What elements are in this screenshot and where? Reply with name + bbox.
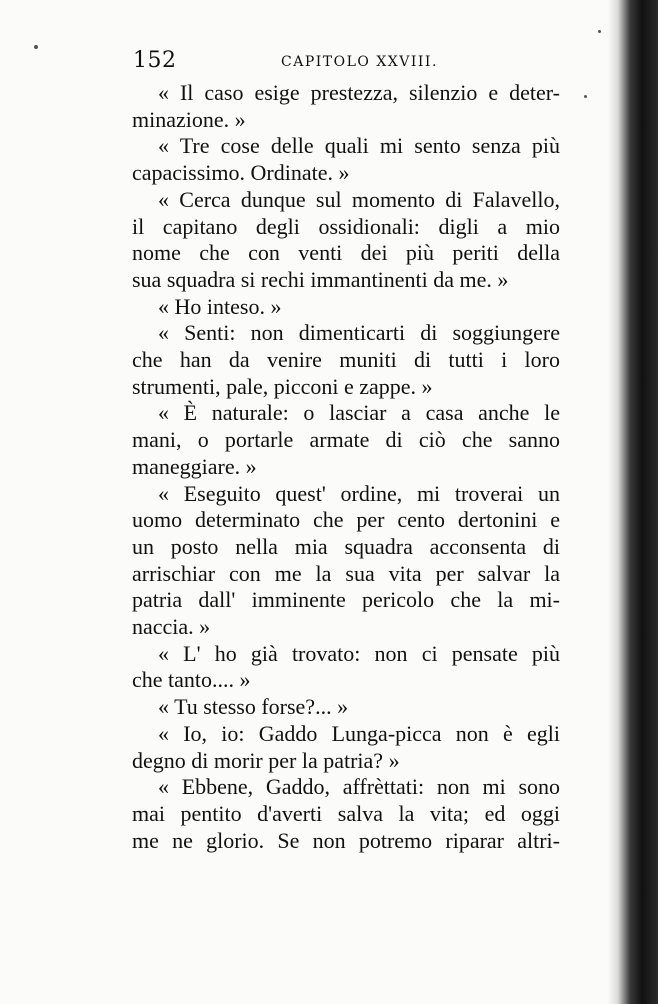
text-line: degno di morir per la patria? » xyxy=(132,747,400,773)
ink-speck xyxy=(34,45,38,49)
page-header xyxy=(133,48,563,74)
text-line: strumenti, pale, picconi e zappe. » xyxy=(132,373,433,399)
text-line: minazione. » xyxy=(132,106,246,132)
text-line: mai pentito d'averti salva la vita; ed oggi xyxy=(132,800,560,826)
text-line: « È naturale: o lasciar a casa anche le xyxy=(158,400,560,426)
running-head: CAPITOLO XXVIII. xyxy=(281,54,438,70)
text-line: sua squadra si rechi immantinenti da me. » xyxy=(132,266,509,292)
text-line: « Eseguito quest' ordine, mi troverai un xyxy=(158,480,560,506)
text-line: che tanto.... » xyxy=(132,667,251,693)
page-number: 152 xyxy=(133,48,177,73)
book-spine-shadow xyxy=(608,0,658,1004)
text-line: patria dall' imminente pericolo che la mi- xyxy=(132,587,560,613)
text-line: « Ho inteso. » xyxy=(158,293,282,319)
ink-speck xyxy=(584,95,587,98)
text-line: un posto nella mia squadra acconsenta di xyxy=(132,533,560,559)
ink-speck xyxy=(598,30,601,33)
text-line: me ne glorio. Se non potremo riparar altri- xyxy=(132,827,560,853)
paragraph xyxy=(132,694,560,721)
text-line: « L' ho già trovato: non ci pensate più xyxy=(158,640,560,666)
paragraph xyxy=(132,294,560,321)
paragraph xyxy=(132,133,560,186)
paragraph xyxy=(132,721,560,774)
text-line: « Tu stesso forse?... » xyxy=(158,694,349,720)
text-line: « Ebbene, Gaddo, affrèttati: non mi sono xyxy=(158,774,560,800)
text-line: il capitano degli ossidionali: digli a mio xyxy=(132,213,560,239)
text-line: arrischiar con me la sua vita per salvar la xyxy=(132,560,560,586)
text-line: che han da venire muniti di tutti i loro xyxy=(132,347,560,373)
text-line: « Tre cose delle quali mi sento senza più xyxy=(158,133,560,159)
text-line: « Io, io: Gaddo Lunga-picca non è egli xyxy=(158,720,560,746)
paragraph xyxy=(132,641,560,694)
paragraph xyxy=(132,481,560,641)
paragraph xyxy=(132,774,560,854)
text-line: « Il caso esige prestezza, silenzio e deter- xyxy=(158,80,560,105)
paragraph xyxy=(132,80,560,133)
text-line: uomo determinato che per cento dertonini e xyxy=(132,507,560,533)
text-line: maneggiare. » xyxy=(132,453,257,479)
text-line: naccia. » xyxy=(132,614,211,640)
paragraph xyxy=(132,320,560,400)
text-line: « Cerca dunque sul momento di Falavello, xyxy=(158,186,560,212)
text-line: nome che con venti dei più periti della xyxy=(132,240,560,266)
body-text xyxy=(132,80,560,854)
paragraph xyxy=(132,187,560,294)
paragraph xyxy=(132,400,560,480)
text-line: mani, o portarle armate di ciò che sanno xyxy=(132,427,560,453)
text-line: capacissimo. Ordinate. » xyxy=(132,160,350,186)
text-line: « Senti: non dimenticarti di soggiungere xyxy=(158,320,560,346)
